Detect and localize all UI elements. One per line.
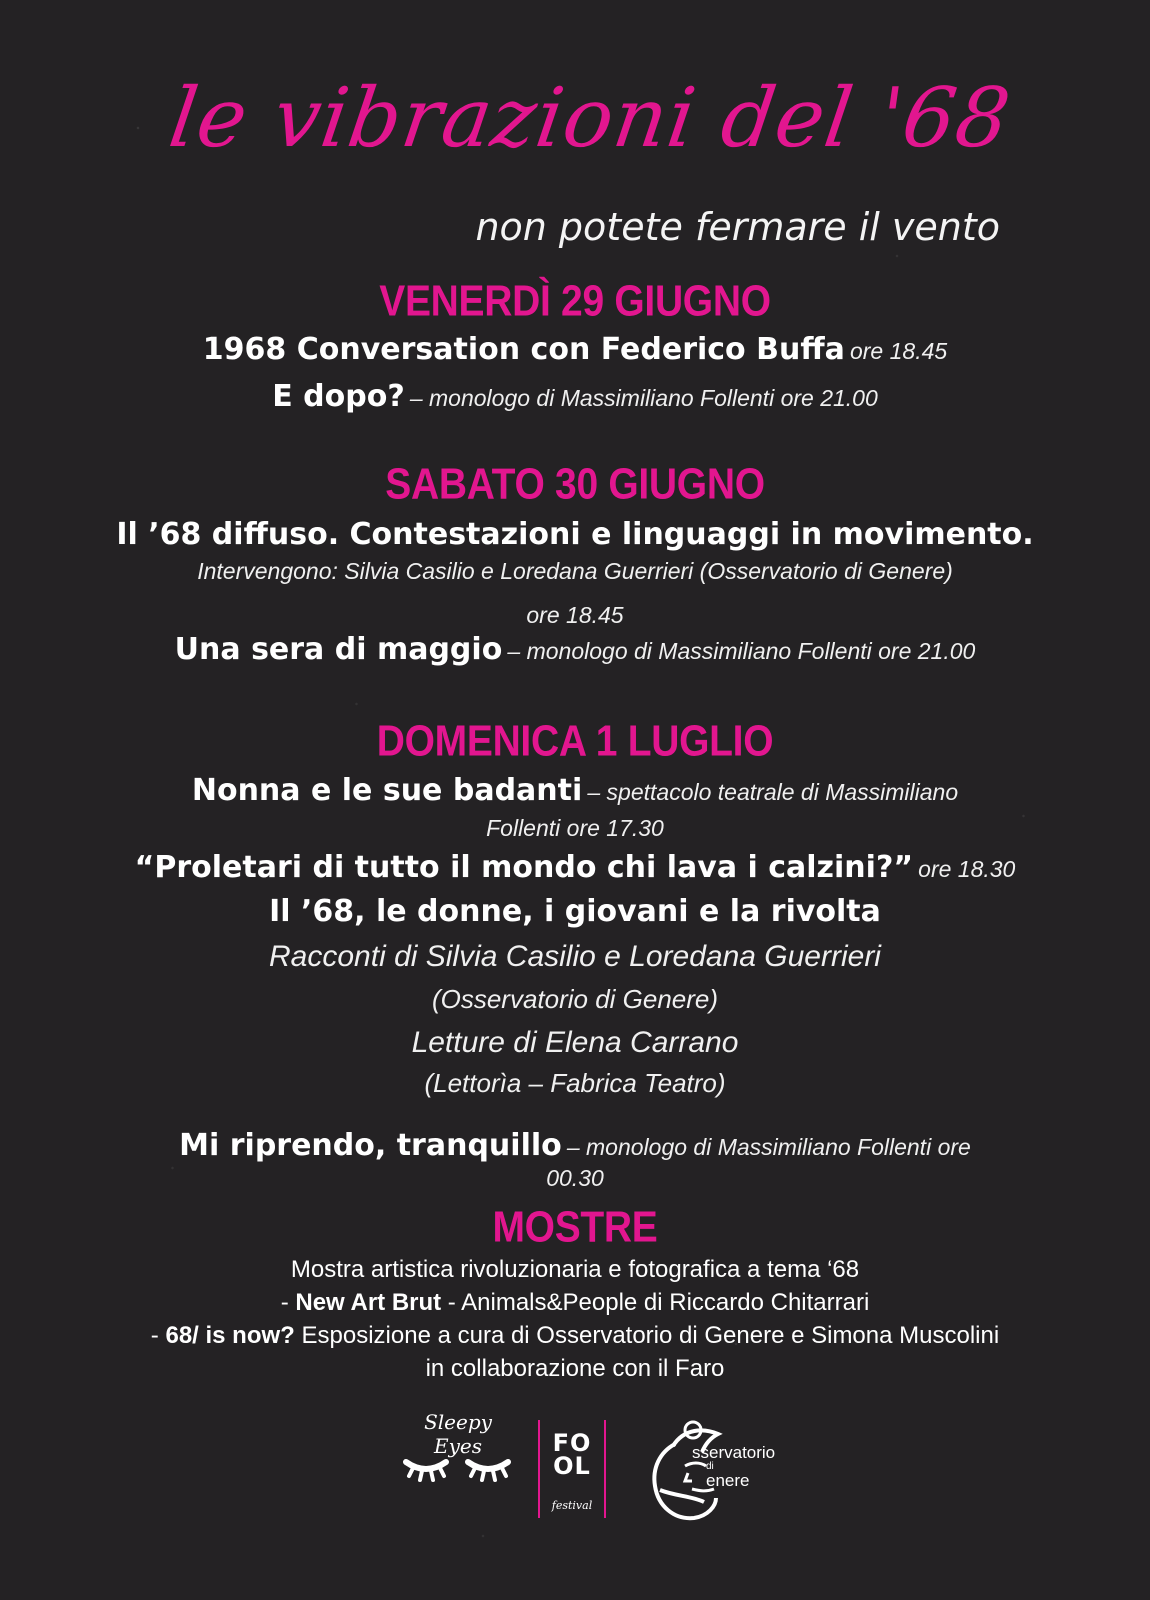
osservatorio-logo-text (692, 1444, 775, 1490)
osservatorio-di-genere-logo (640, 1410, 790, 1530)
event-time: ore 18.45 (526, 602, 624, 628)
event-detail-line (0, 558, 1150, 585)
event-detail: Follenti ore 17.30 (486, 815, 664, 841)
event-line (0, 332, 1150, 367)
osservatorio-logo-line: di (706, 1460, 714, 1472)
event-line (0, 773, 1150, 808)
sleepy-eyes-logo-text: Sleepy Eyes (424, 1410, 492, 1458)
exhibition-prefix: - (280, 1289, 296, 1316)
event-title: Mi riprendo, tranquillo (179, 1128, 562, 1163)
event-detail: Letture di Elena Carrano (411, 1026, 739, 1059)
logo-row (0, 1410, 1150, 1530)
event-title: 1968 Conversation con Federico Buffa (202, 332, 845, 367)
event-time-line (0, 602, 1150, 629)
osservatorio-logo-line: sservatorio (692, 1443, 776, 1462)
event-time: 00.30 (546, 1165, 604, 1191)
exhibition-title: 68/ is now? (165, 1322, 295, 1349)
event-detail-line (0, 1026, 1150, 1060)
event-title: Nonna e le sue badanti (191, 773, 583, 808)
poster-title: le vibrazioni del '68 (163, 71, 1017, 166)
event-line (0, 850, 1150, 885)
event-line (0, 379, 1150, 414)
exhibition-text: - Animals&People di Riccardo Chitarrari (441, 1289, 870, 1316)
fool-festival-logo (538, 1420, 606, 1518)
exhibition-text: in collaborazione con il Faro (425, 1355, 725, 1382)
event-detail-line (0, 1068, 1150, 1099)
event-detail: – monologo di Massimiliano Follenti ore 21.00 (409, 385, 878, 411)
exhibition-line (0, 1355, 1150, 1383)
event-time: ore 18.45 (849, 338, 948, 364)
event-title: Una sera di maggio (174, 632, 503, 667)
exhibition-text: Esposizione a cura di Osservatorio di Genere e Simona Muscolini (294, 1322, 1000, 1349)
event-title: “Proletari di tutto il mondo chi lava i calzini?” (134, 850, 914, 885)
event-detail: Racconti di Silvia Casilio e Loredana Guerrieri (269, 940, 881, 973)
fool-logo-text: FO OL (552, 1429, 592, 1480)
fool-logo-subtitle: festival (551, 1499, 593, 1512)
event-detail-line (0, 940, 1150, 974)
day-heading-friday: VENERDÌ 29 GIUGNO (379, 277, 771, 326)
sleepy-eyes-logo (398, 1410, 518, 1530)
section-heading-mostre: MOSTRE (492, 1203, 658, 1252)
event-detail-line (0, 815, 1150, 842)
osservatorio-logo-line: enere (706, 1471, 750, 1491)
event-time: ore 18.30 (918, 856, 1016, 882)
event-detail: – spettacolo teatrale di Massimiliano (587, 779, 959, 805)
event-line (0, 632, 1150, 667)
event-detail: (Osservatorio di Genere) (431, 984, 719, 1014)
event-line (0, 517, 1150, 552)
day-heading-saturday: SABATO 30 GIUGNO (385, 460, 765, 509)
event-detail: – monologo di Massimiliano Follenti ore 21.00 (507, 638, 976, 664)
event-detail-line (0, 984, 1150, 1015)
poster-subtitle: non potete fermare il vento (475, 205, 1000, 249)
event-line (0, 1128, 1150, 1163)
exhibition-title: New Art Brut (295, 1289, 442, 1316)
event-detail: (Lettorìa – Fabrica Teatro) (424, 1068, 726, 1098)
event-detail: – monologo di Massimiliano Follenti ore (566, 1134, 971, 1160)
event-line (0, 894, 1150, 929)
exhibition-line (0, 1322, 1150, 1350)
event-title: E dopo? (272, 379, 405, 414)
event-time-line (0, 1165, 1150, 1192)
event-title: Il ’68 diffuso. Contestazioni e linguaggi in movimento. (116, 517, 1034, 552)
event-detail: Intervengono: Silvia Casilio e Loredana Guerrieri (Osservatorio di Genere) (197, 558, 953, 584)
exhibition-text: Mostra artistica rivoluzionaria e fotografica a tema ‘68 (290, 1256, 860, 1283)
exhibition-prefix: - (150, 1322, 166, 1349)
event-title: Il ’68, le donne, i giovani e la rivolta (269, 894, 881, 929)
exhibition-line (0, 1289, 1150, 1317)
exhibition-line (0, 1256, 1150, 1284)
day-heading-sunday: DOMENICA 1 LUGLIO (376, 717, 774, 766)
